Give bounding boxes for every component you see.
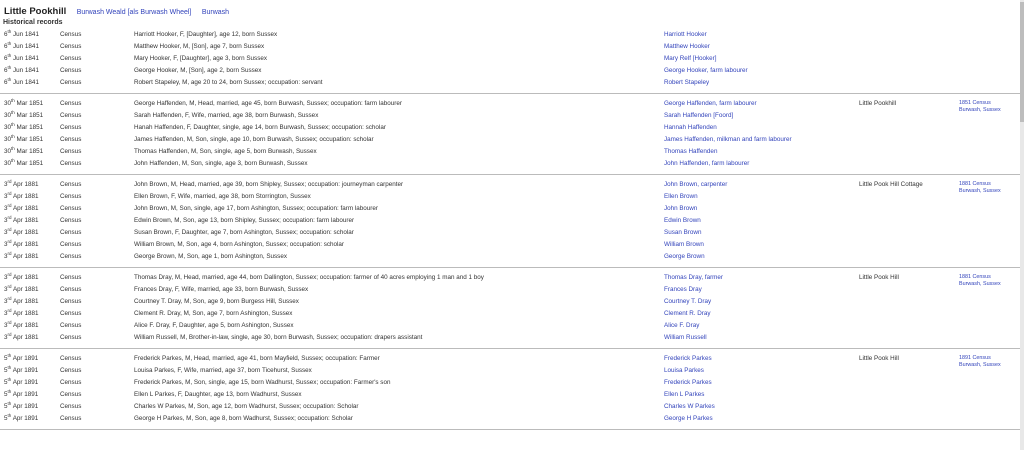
date-day: 6	[4, 43, 8, 50]
date-month-year: Apr 1881	[12, 229, 39, 236]
source-line: 1881 Census	[959, 181, 991, 187]
date-month-year: Apr 1891	[12, 355, 39, 362]
record-type: Census	[60, 148, 82, 155]
record-row	[0, 179, 1024, 194]
date-day: 30	[4, 148, 12, 155]
date-month-year: Jun 1841	[13, 67, 39, 74]
date-month-year: Apr 1881	[12, 205, 39, 212]
record-row	[0, 110, 1024, 122]
date-month-year: Apr 1891	[12, 379, 39, 386]
date-month-year: Apr 1881	[12, 334, 39, 341]
date-month-year: Apr 1881	[12, 298, 39, 305]
date-day: 3	[4, 229, 8, 236]
record-row	[0, 227, 1024, 239]
record-description: Matthew Hooker, M, [Son], age 7, born Sussex	[134, 43, 265, 50]
record-date	[4, 122, 43, 134]
record-description: Frederick Parkes, M, Head, married, age 41, born Mayfield, Sussex; occupation: Farmer	[134, 355, 380, 362]
scrollbar-thumb[interactable]	[1020, 2, 1024, 122]
date-month-year: Apr 1891	[12, 391, 39, 398]
record-type: Census	[60, 193, 82, 200]
record-description: William Russell, M, Brother-in-law, single, age 30, born Burwash, Sussex; occupation: drapers assistant	[134, 334, 423, 341]
date-ordinal: rd	[7, 203, 12, 208]
person-link[interactable]: Frances Dray	[664, 286, 702, 293]
date-day: 5	[4, 379, 8, 386]
source-line: Burwash, Sussex	[959, 280, 1001, 287]
record-description: Hanah Haffenden, F, Daughter, single, age 14, born Burwash, Sussex; occupation: scholar	[134, 124, 386, 131]
record-description: George H Parkes, M, Son, age 8, born Wadhurst, Sussex; occupation: Scholar	[134, 415, 353, 422]
record-type: Census	[60, 181, 82, 188]
date-day: 3	[4, 334, 8, 341]
record-description: Charles W Parkes, M, Son, age 12, born Wadhurst, Sussex; occupation: Scholar	[134, 403, 359, 410]
date-day: 3	[4, 253, 8, 260]
date-ordinal: th	[7, 77, 12, 82]
date-month-year: Apr 1881	[12, 310, 39, 317]
person-link[interactable]: John Brown	[664, 205, 698, 212]
record-description: John Haffenden, M, Son, single, age 3, born Burwash, Sussex	[134, 160, 308, 167]
record-date	[4, 320, 39, 332]
date-day: 6	[4, 55, 8, 62]
record-row	[0, 98, 1024, 113]
record-description: Sarah Haffenden, F, Wife, married, age 38, born Burwash, Sussex	[134, 112, 319, 119]
person-link[interactable]: Ellen L Parkes	[664, 391, 705, 398]
record-row	[0, 401, 1024, 413]
record-place: Little Pookhill	[859, 100, 897, 107]
record-date	[4, 110, 43, 122]
date-ordinal: th	[11, 134, 15, 139]
record-row	[0, 146, 1024, 158]
record-row	[0, 377, 1024, 389]
date-month-year: Apr 1881	[12, 217, 39, 224]
record-date	[4, 308, 39, 320]
record-group	[0, 179, 1024, 268]
record-description: George Hooker, M, [Son], age 2, born Sussex	[134, 67, 262, 74]
historical-records-list	[0, 29, 1024, 434]
record-row	[0, 389, 1024, 401]
date-month-year: Jun 1841	[13, 43, 39, 50]
person-link[interactable]: George Hooker, farm labourer	[664, 67, 748, 74]
date-ordinal: th	[7, 401, 12, 406]
date-month-year: Apr 1881	[12, 253, 39, 260]
date-ordinal: th	[11, 146, 15, 151]
record-description: Alice F. Dray, F, Daughter, age 5, born Ashington, Sussex	[134, 322, 294, 329]
source-line: Burwash, Sussex	[959, 187, 1001, 194]
record-row	[0, 215, 1024, 227]
date-day: 3	[4, 286, 8, 293]
record-type: Census	[60, 55, 82, 62]
record-description: Harriott Hooker, F, [Daughter], age 12, born Sussex	[134, 31, 278, 38]
person-link[interactable]: George Brown	[664, 253, 705, 260]
record-row	[0, 296, 1024, 308]
person-link[interactable]: Sarah Haffenden [Foord]	[664, 112, 734, 119]
date-month-year: Mar 1851	[16, 100, 44, 107]
record-group	[0, 98, 1024, 175]
record-row	[0, 251, 1024, 263]
record-row	[0, 65, 1024, 77]
record-description: Ellen L Parkes, F, Daughter, age 13, born Wadhurst, Sussex	[134, 391, 302, 398]
record-date	[4, 353, 38, 365]
record-row	[0, 122, 1024, 134]
record-place: Little Pook Hill	[859, 355, 899, 362]
date-day: 30	[4, 112, 12, 119]
page-title: Little Pookhill	[4, 6, 67, 17]
date-ordinal: th	[11, 158, 15, 163]
record-date	[4, 239, 39, 251]
date-month-year: Mar 1851	[16, 148, 44, 155]
page-header	[4, 1, 229, 15]
record-date	[4, 98, 43, 110]
record-type: Census	[60, 391, 82, 398]
record-date	[4, 29, 39, 41]
record-row	[0, 308, 1024, 320]
date-month-year: Apr 1881	[12, 322, 39, 329]
date-ordinal: th	[7, 353, 12, 358]
date-day: 5	[4, 367, 8, 374]
date-month-year: Jun 1841	[13, 55, 39, 62]
person-link[interactable]: Clement R. Dray	[664, 310, 711, 317]
date-ordinal: rd	[7, 308, 12, 313]
date-day: 3	[4, 310, 8, 317]
record-type: Census	[60, 334, 82, 341]
record-type: Census	[60, 136, 82, 143]
record-type: Census	[60, 274, 82, 281]
record-row	[0, 77, 1024, 89]
record-date	[4, 284, 39, 296]
person-link[interactable]: Robert Stapeley	[664, 79, 710, 86]
breadcrumb-link[interactable]: Burwash	[201, 9, 230, 16]
record-group	[0, 353, 1024, 430]
date-month-year: Mar 1851	[16, 136, 44, 143]
date-month-year: Apr 1881	[12, 193, 39, 200]
person-link[interactable]: George H Parkes	[664, 415, 713, 422]
record-type: Census	[60, 415, 82, 422]
record-date	[4, 203, 39, 215]
record-row	[0, 365, 1024, 377]
record-date	[4, 134, 43, 146]
section-title: Historical records	[3, 19, 63, 26]
record-date	[4, 332, 39, 344]
person-link[interactable]: Ellen Brown	[664, 193, 698, 200]
record-type: Census	[60, 79, 82, 86]
person-link[interactable]: Mary Relf [Hooker]	[664, 55, 717, 62]
record-date	[4, 413, 38, 425]
record-row	[0, 158, 1024, 170]
record-row	[0, 191, 1024, 203]
date-ordinal: rd	[7, 296, 12, 301]
record-date	[4, 158, 43, 170]
record-description: Thomas Dray, M, Head, married, age 44, born Dallington, Sussex; occupation: farmer of 40 acres employing 1 man and 1 boy	[134, 274, 484, 281]
date-day: 30	[4, 136, 12, 143]
record-row	[0, 29, 1024, 41]
record-type: Census	[60, 403, 82, 410]
date-ordinal: th	[7, 41, 12, 46]
date-month-year: Jun 1841	[13, 79, 39, 86]
record-row	[0, 413, 1024, 425]
date-ordinal: rd	[7, 284, 12, 289]
date-ordinal: th	[7, 365, 12, 370]
date-ordinal: rd	[7, 320, 12, 325]
record-place: Little Pook Hill Cottage	[859, 181, 923, 188]
date-month-year: Jun 1841	[13, 31, 39, 38]
record-type: Census	[60, 310, 82, 317]
person-link[interactable]: Charles W Parkes	[664, 403, 715, 410]
date-day: 5	[4, 415, 8, 422]
record-type: Census	[60, 112, 82, 119]
record-type: Census	[60, 322, 82, 329]
record-date	[4, 377, 38, 389]
record-row	[0, 41, 1024, 53]
person-link[interactable]: Alice F. Dray	[664, 322, 700, 329]
record-description: George Brown, M, Son, age 1, born Ashington, Sussex	[134, 253, 287, 260]
record-description: Susan Brown, F, Daughter, age 7, born Ashington, Sussex; occupation: scholar	[134, 229, 354, 236]
person-link[interactable]: Edwin Brown	[664, 217, 701, 224]
date-day: 6	[4, 79, 8, 86]
record-date	[4, 65, 39, 77]
date-month-year: Apr 1891	[12, 367, 39, 374]
date-ordinal: rd	[7, 191, 12, 196]
person-link[interactable]: William Brown	[664, 241, 704, 248]
date-ordinal: th	[7, 413, 12, 418]
date-month-year: Mar 1851	[16, 160, 44, 167]
date-day: 5	[4, 391, 8, 398]
record-description: Robert Stapeley, M, age 20 to 24, born Sussex; occupation: servant	[134, 79, 323, 86]
date-day: 30	[4, 160, 12, 167]
date-month-year: Apr 1881	[12, 241, 39, 248]
date-day: 5	[4, 355, 8, 362]
record-date	[4, 179, 39, 191]
person-link[interactable]: Louisa Parkes	[664, 367, 704, 374]
record-type: Census	[60, 286, 82, 293]
person-link[interactable]: Courtney T. Dray	[664, 298, 712, 305]
date-day: 6	[4, 67, 8, 74]
person-link[interactable]: John Haffenden, farm labourer	[664, 160, 750, 167]
date-ordinal: th	[11, 110, 15, 115]
record-description: William Brown, M, Son, age 4, born Ashington, Sussex; occupation: scholar	[134, 241, 345, 248]
person-link[interactable]: Frederick Parkes	[664, 379, 712, 386]
record-description: Courtney T. Dray, M, Son, age 9, born Burgess Hill, Sussex	[134, 298, 299, 305]
record-description: Thomas Haffenden, M, Son, single, age 5, born Burwash, Sussex	[134, 148, 317, 155]
date-day: 6	[4, 31, 8, 38]
record-description: James Haffenden, M, Son, single, age 10, born Burwash, Sussex; occupation: scholar	[134, 136, 374, 143]
record-description: Edwin Brown, M, Son, age 13, born Shipley, Sussex; occupation: farm labourer	[134, 217, 355, 224]
date-day: 3	[4, 193, 8, 200]
person-link[interactable]: Thomas Dray, farmer	[664, 274, 724, 281]
record-row	[0, 332, 1024, 344]
person-link[interactable]: Matthew Hooker	[664, 43, 710, 50]
record-type: Census	[60, 217, 82, 224]
date-month-year: Apr 1891	[12, 415, 39, 422]
breadcrumb-link[interactable]: Burwash Weald [als Burwash Wheel]	[76, 9, 192, 16]
record-row	[0, 272, 1024, 287]
record-description: Frederick Parkes, M, Son, single, age 15, born Wadhurst, Sussex; occupation: Farmer's son	[134, 379, 391, 386]
record-description: John Brown, M, Head, married, age 39, born Shipley, Sussex; occupation: journeyman carpenter	[134, 181, 404, 188]
record-date	[4, 227, 39, 239]
source-line: 1851 Census	[959, 100, 991, 106]
record-date	[4, 251, 39, 263]
person-link[interactable]: Susan Brown	[664, 229, 702, 236]
person-link[interactable]: Hannah Haffenden	[664, 124, 717, 131]
record-row	[0, 284, 1024, 296]
person-link[interactable]: Thomas Haffenden	[664, 148, 718, 155]
date-month-year: Mar 1851	[16, 112, 44, 119]
record-type: Census	[60, 205, 82, 212]
record-group	[0, 272, 1024, 349]
record-row	[0, 134, 1024, 146]
date-ordinal: rd	[7, 227, 12, 232]
date-day: 3	[4, 274, 8, 281]
record-description: Frances Dray, F, Wife, married, age 33, born Burwash, Sussex	[134, 286, 309, 293]
record-description: Ellen Brown, F, Wife, married, age 38, born Storrington, Sussex	[134, 193, 311, 200]
person-link[interactable]: William Russell	[664, 334, 707, 341]
record-type: Census	[60, 100, 82, 107]
record-type: Census	[60, 367, 82, 374]
record-row	[0, 53, 1024, 65]
record-date	[4, 365, 38, 377]
date-day: 3	[4, 217, 8, 224]
date-ordinal: rd	[7, 272, 12, 277]
record-type: Census	[60, 43, 82, 50]
scrollbar[interactable]	[1020, 0, 1024, 450]
date-day: 30	[4, 100, 12, 107]
date-month-year: Mar 1851	[16, 124, 44, 131]
record-date	[4, 53, 39, 65]
date-ordinal: rd	[7, 332, 12, 337]
date-month-year: Apr 1881	[12, 286, 39, 293]
date-ordinal: rd	[7, 215, 12, 220]
record-row	[0, 353, 1024, 368]
date-day: 3	[4, 181, 8, 188]
record-type: Census	[60, 298, 82, 305]
person-link[interactable]: John Brown, carpenter	[664, 181, 728, 188]
record-date	[4, 146, 43, 158]
date-month-year: Apr 1881	[12, 181, 39, 188]
person-link[interactable]: George Haffenden, farm labourer	[664, 100, 757, 107]
source-line: Burwash, Sussex	[959, 106, 1001, 113]
record-description: Louisa Parkes, F, Wife, married, age 37, born Ticehurst, Sussex	[134, 367, 312, 374]
source-line: Burwash, Sussex	[959, 361, 1001, 368]
date-day: 3	[4, 298, 8, 305]
person-link[interactable]: James Haffenden, milkman and farm labourer	[664, 136, 792, 143]
date-day: 30	[4, 124, 12, 131]
source-line: 1891 Census	[959, 355, 991, 361]
date-ordinal: th	[7, 65, 12, 70]
date-ordinal: th	[11, 98, 15, 103]
record-type: Census	[60, 241, 82, 248]
date-ordinal: rd	[7, 251, 12, 256]
date-ordinal: th	[7, 377, 12, 382]
source-line: 1881 Census	[959, 274, 991, 280]
record-date	[4, 191, 39, 203]
record-date	[4, 215, 39, 227]
record-description: George Haffenden, M, Head, married, age 45, born Burwash, Sussex; occupation: farm labourer	[134, 100, 402, 107]
record-date	[4, 272, 39, 284]
record-date	[4, 401, 38, 413]
record-date	[4, 41, 39, 53]
date-ordinal: rd	[7, 239, 12, 244]
date-day: 5	[4, 403, 8, 410]
date-ordinal: rd	[7, 179, 12, 184]
date-month-year: Apr 1881	[12, 274, 39, 281]
record-description: Mary Hooker, F, [Daughter], age 3, born Sussex	[134, 55, 267, 62]
record-date	[4, 389, 38, 401]
record-row	[0, 203, 1024, 215]
record-type: Census	[60, 31, 82, 38]
record-type: Census	[60, 229, 82, 236]
record-type: Census	[60, 67, 82, 74]
record-type: Census	[60, 160, 82, 167]
record-type: Census	[60, 253, 82, 260]
record-description: John Brown, M, Son, single, age 17, born Ashington, Sussex; occupation: farm labourer	[134, 205, 378, 212]
record-row	[0, 239, 1024, 251]
date-month-year: Apr 1891	[12, 403, 39, 410]
person-link[interactable]: Frederick Parkes	[664, 355, 712, 362]
date-day: 3	[4, 205, 8, 212]
record-group	[0, 29, 1024, 94]
date-day: 3	[4, 322, 8, 329]
record-row	[0, 320, 1024, 332]
date-ordinal: th	[11, 122, 15, 127]
record-date	[4, 77, 39, 89]
record-type: Census	[60, 355, 82, 362]
record-date	[4, 296, 39, 308]
date-day: 3	[4, 241, 8, 248]
record-description: Clement R. Dray, M, Son, age 7, born Ashington, Sussex	[134, 310, 293, 317]
person-link[interactable]: Harriott Hooker	[664, 31, 707, 38]
date-ordinal: th	[7, 389, 12, 394]
date-ordinal: th	[7, 53, 12, 58]
date-ordinal: th	[7, 29, 12, 34]
record-type: Census	[60, 124, 82, 131]
record-type: Census	[60, 379, 82, 386]
record-place: Little Pook Hill	[859, 274, 899, 281]
